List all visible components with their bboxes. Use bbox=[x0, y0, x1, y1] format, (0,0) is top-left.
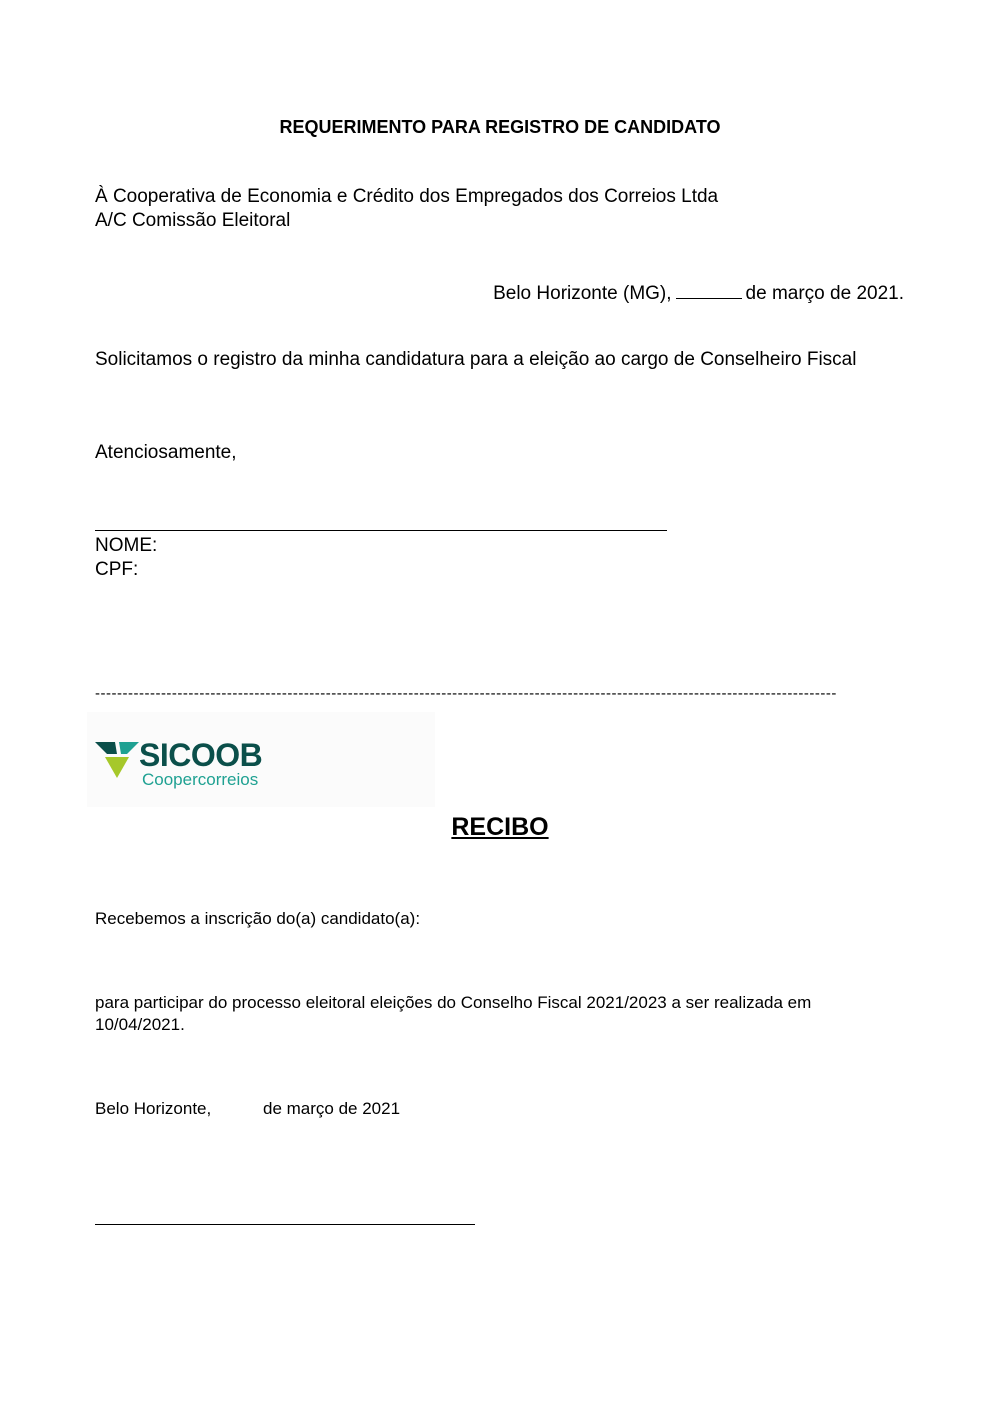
logo-brand-text: SICOOB bbox=[139, 737, 263, 773]
receipt-signature-line bbox=[95, 1224, 475, 1225]
cpf-label: CPF: bbox=[95, 559, 139, 580]
receipt-date-suffix: de março de 2021 bbox=[263, 1099, 401, 1118]
cut-divider: --------------------------------------------------------------------------------------------------------------------------------------- bbox=[95, 685, 837, 702]
closing-text: Atenciosamente, bbox=[95, 442, 237, 463]
receipt-purpose-text: para participar do processo eleitoral eleições do Conselho Fiscal 2021/2023 a ser realizada em 10/04/2021. bbox=[95, 993, 812, 1034]
receipt-received-text: Recebemos a inscrição do(a) candidato(a): bbox=[95, 909, 421, 928]
attention-line: A/C Comissão Eleitoral bbox=[95, 210, 291, 231]
name-label: NOME: bbox=[95, 535, 158, 556]
document-title: REQUERIMENTO PARA REGISTRO DE CANDIDATO bbox=[279, 117, 721, 137]
date-line bbox=[493, 280, 904, 306]
receipt-city: Belo Horizonte, bbox=[95, 1099, 212, 1118]
recipient-line: À Cooperativa de Economia e Crédito dos Empregados dos Correios Ltda bbox=[95, 186, 719, 207]
date-suffix: de março de 2021. bbox=[745, 283, 904, 304]
signature-line bbox=[95, 530, 667, 531]
logo-sub-text: Coopercorreios bbox=[142, 770, 259, 789]
receipt-title: RECIBO bbox=[451, 813, 549, 841]
sicoob-logo bbox=[87, 712, 435, 807]
date-city: Belo Horizonte (MG), bbox=[493, 283, 672, 304]
day-blank bbox=[676, 280, 742, 299]
sicoob-logo-mark-icon bbox=[95, 740, 139, 780]
request-text: Solicitamos o registro da minha candidatura para a eleição ao cargo de Conselheiro Fiscal bbox=[95, 349, 857, 370]
